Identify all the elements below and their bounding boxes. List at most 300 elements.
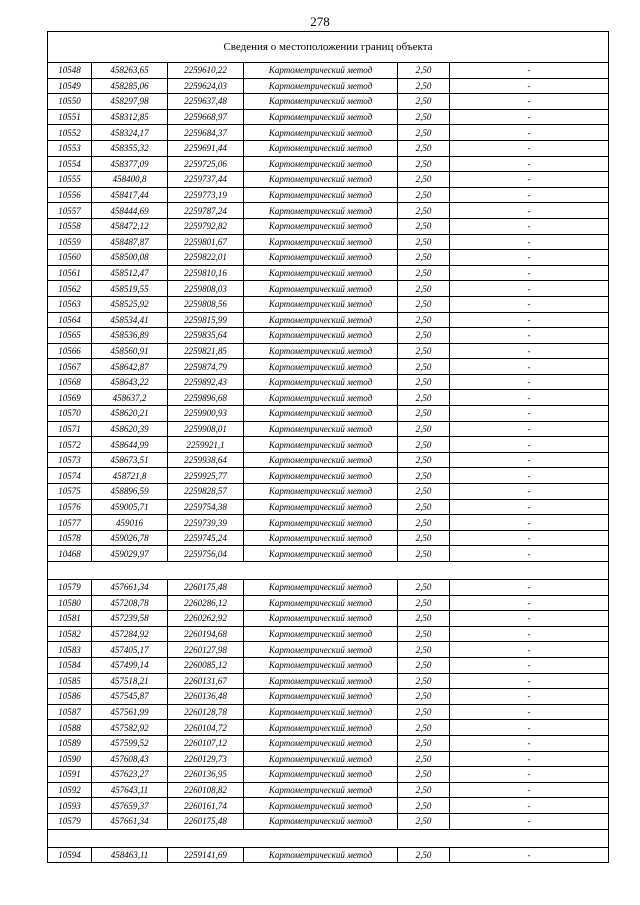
table-row: [48, 626, 609, 642]
accuracy-cell: 2,50: [398, 203, 450, 219]
method-cell: Картометрический метод: [244, 437, 398, 453]
point-number-cell: 10573: [48, 452, 92, 468]
description-cell: -: [450, 312, 609, 328]
point-number-cell: 10577: [48, 515, 92, 531]
point-number-cell: 10587: [48, 704, 92, 720]
point-number-cell: 10560: [48, 250, 92, 266]
accuracy-cell: 2,50: [398, 580, 450, 596]
method-cell: Картометрический метод: [244, 359, 398, 375]
point-number-cell: 10554: [48, 156, 92, 172]
x-coordinate-cell: 459026,78: [92, 530, 168, 546]
y-coordinate-cell: 2259808,03: [168, 281, 244, 297]
table-row: [48, 203, 609, 219]
y-coordinate-cell: 2259808,56: [168, 296, 244, 312]
method-cell: Картометрический метод: [244, 813, 398, 829]
point-number-cell: 10559: [48, 234, 92, 250]
table-row: [48, 374, 609, 390]
x-coordinate-cell: 457208,78: [92, 595, 168, 611]
description-cell: -: [450, 172, 609, 188]
table-row: [48, 720, 609, 736]
description-cell: -: [450, 187, 609, 203]
accuracy-cell: 2,50: [398, 234, 450, 250]
point-number-cell: 10568: [48, 374, 92, 390]
method-cell: Картометрический метод: [244, 94, 398, 110]
y-coordinate-cell: 2259810,16: [168, 265, 244, 281]
table-row: [48, 798, 609, 814]
accuracy-cell: 2,50: [398, 328, 450, 344]
method-cell: Картометрический метод: [244, 580, 398, 596]
table-row: [48, 218, 609, 234]
point-number-cell: 10567: [48, 359, 92, 375]
point-number-cell: 10562: [48, 281, 92, 297]
point-number-cell: 10590: [48, 751, 92, 767]
y-coordinate-cell: 2259773,19: [168, 187, 244, 203]
description-cell: -: [450, 580, 609, 596]
description-cell: -: [450, 813, 609, 829]
table-row: [48, 847, 609, 863]
x-coordinate-cell: 458285,06: [92, 78, 168, 94]
table-row: [48, 172, 609, 188]
y-coordinate-cell: 2260161,74: [168, 798, 244, 814]
table-row: [48, 328, 609, 344]
point-number-cell: 10578: [48, 530, 92, 546]
method-cell: Картометрический метод: [244, 720, 398, 736]
description-cell: -: [450, 626, 609, 642]
description-cell: -: [450, 203, 609, 219]
point-number-cell: 10563: [48, 296, 92, 312]
description-cell: -: [450, 78, 609, 94]
table-row: [48, 312, 609, 328]
point-number-cell: 10583: [48, 642, 92, 658]
table-row: [48, 735, 609, 751]
method-cell: Картометрический метод: [244, 63, 398, 79]
table-row: [48, 484, 609, 500]
accuracy-cell: 2,50: [398, 798, 450, 814]
point-number-cell: 10561: [48, 265, 92, 281]
accuracy-cell: 2,50: [398, 546, 450, 562]
accuracy-cell: 2,50: [398, 281, 450, 297]
y-coordinate-cell: 2260127,98: [168, 642, 244, 658]
description-cell: -: [450, 468, 609, 484]
point-number-cell: 10579: [48, 580, 92, 596]
method-cell: Картометрический метод: [244, 767, 398, 783]
method-cell: Картометрический метод: [244, 328, 398, 344]
method-cell: Картометрический метод: [244, 642, 398, 658]
x-coordinate-cell: 458463,11: [92, 847, 168, 863]
method-cell: Картометрический метод: [244, 156, 398, 172]
point-number-cell: 10570: [48, 406, 92, 422]
accuracy-cell: 2,50: [398, 187, 450, 203]
method-cell: Картометрический метод: [244, 452, 398, 468]
x-coordinate-cell: 457518,21: [92, 673, 168, 689]
table-row: [48, 187, 609, 203]
x-coordinate-cell: 457405,17: [92, 642, 168, 658]
table-row: [48, 751, 609, 767]
y-coordinate-cell: 2260129,73: [168, 751, 244, 767]
x-coordinate-cell: 457608,43: [92, 751, 168, 767]
method-cell: Картометрический метод: [244, 78, 398, 94]
point-number-cell: 10594: [48, 847, 92, 863]
table-row: [48, 452, 609, 468]
x-coordinate-cell: 458263,65: [92, 63, 168, 79]
y-coordinate-cell: 2259610,22: [168, 63, 244, 79]
accuracy-cell: 2,50: [398, 847, 450, 863]
group-separator-row: [48, 829, 609, 847]
description-cell: -: [450, 484, 609, 500]
accuracy-cell: 2,50: [398, 343, 450, 359]
x-coordinate-cell: 457499,14: [92, 657, 168, 673]
table-title-row: [48, 32, 609, 63]
accuracy-cell: 2,50: [398, 751, 450, 767]
page-number: 278: [310, 14, 330, 29]
accuracy-cell: 2,50: [398, 468, 450, 484]
x-coordinate-cell: 459029,97: [92, 546, 168, 562]
method-cell: Картометрический метод: [244, 312, 398, 328]
point-number-cell: 10591: [48, 767, 92, 783]
x-coordinate-cell: 457661,34: [92, 813, 168, 829]
description-cell: -: [450, 125, 609, 141]
method-cell: Картометрический метод: [244, 343, 398, 359]
table-row: [48, 125, 609, 141]
point-number-cell: 10571: [48, 421, 92, 437]
method-cell: Картометрический метод: [244, 218, 398, 234]
x-coordinate-cell: 457284,92: [92, 626, 168, 642]
y-coordinate-cell: 2259787,24: [168, 203, 244, 219]
point-number-cell: 10553: [48, 140, 92, 156]
accuracy-cell: 2,50: [398, 125, 450, 141]
y-coordinate-cell: 2259908,01: [168, 421, 244, 437]
y-coordinate-cell: 2259835,64: [168, 328, 244, 344]
accuracy-cell: 2,50: [398, 296, 450, 312]
point-number-cell: 10586: [48, 689, 92, 705]
y-coordinate-cell: 2260104,72: [168, 720, 244, 736]
point-number-cell: 10565: [48, 328, 92, 344]
point-number-cell: 10566: [48, 343, 92, 359]
x-coordinate-cell: 458324,17: [92, 125, 168, 141]
y-coordinate-cell: 2259892,43: [168, 374, 244, 390]
point-number-cell: 10581: [48, 611, 92, 627]
y-coordinate-cell: 2260175,48: [168, 813, 244, 829]
accuracy-cell: 2,50: [398, 515, 450, 531]
table-row: [48, 782, 609, 798]
y-coordinate-cell: 2259921,1: [168, 437, 244, 453]
y-coordinate-cell: 2260108,82: [168, 782, 244, 798]
table-row: [48, 580, 609, 596]
x-coordinate-cell: 458620,21: [92, 406, 168, 422]
y-coordinate-cell: 2260136,48: [168, 689, 244, 705]
x-coordinate-cell: 457661,34: [92, 580, 168, 596]
y-coordinate-cell: 2259822,01: [168, 250, 244, 266]
table-row: [48, 689, 609, 705]
x-coordinate-cell: 458312,85: [92, 109, 168, 125]
method-cell: Картометрический метод: [244, 296, 398, 312]
method-cell: Картометрический метод: [244, 390, 398, 406]
x-coordinate-cell: 457643,11: [92, 782, 168, 798]
description-cell: -: [450, 499, 609, 515]
method-cell: Картометрический метод: [244, 203, 398, 219]
method-cell: Картометрический метод: [244, 281, 398, 297]
y-coordinate-cell: 2259754,38: [168, 499, 244, 515]
y-coordinate-cell: 2259756,04: [168, 546, 244, 562]
method-cell: Картометрический метод: [244, 109, 398, 125]
table-row: [48, 234, 609, 250]
accuracy-cell: 2,50: [398, 813, 450, 829]
y-coordinate-cell: 2259739,39: [168, 515, 244, 531]
y-coordinate-cell: 2260136,95: [168, 767, 244, 783]
description-cell: -: [450, 296, 609, 312]
accuracy-cell: 2,50: [398, 530, 450, 546]
point-number-cell: 10550: [48, 94, 92, 110]
accuracy-cell: 2,50: [398, 78, 450, 94]
table-row: [48, 595, 609, 611]
y-coordinate-cell: 2259874,79: [168, 359, 244, 375]
method-cell: Картометрический метод: [244, 140, 398, 156]
point-number-cell: 10556: [48, 187, 92, 203]
point-number-cell: 10572: [48, 437, 92, 453]
description-cell: -: [450, 421, 609, 437]
group-separator: [48, 562, 609, 580]
method-cell: Картометрический метод: [244, 546, 398, 562]
table-row: [48, 343, 609, 359]
group-separator: [48, 829, 609, 847]
y-coordinate-cell: 2259900,93: [168, 406, 244, 422]
table-row: [48, 657, 609, 673]
table-row: [48, 281, 609, 297]
x-coordinate-cell: 459005,71: [92, 499, 168, 515]
table-row: [48, 156, 609, 172]
description-cell: -: [450, 94, 609, 110]
method-cell: Картометрический метод: [244, 172, 398, 188]
accuracy-cell: 2,50: [398, 265, 450, 281]
table-row: [48, 359, 609, 375]
accuracy-cell: 2,50: [398, 642, 450, 658]
accuracy-cell: 2,50: [398, 421, 450, 437]
table-row: [48, 642, 609, 658]
description-cell: -: [450, 406, 609, 422]
description-cell: -: [450, 63, 609, 79]
point-number-cell: 10576: [48, 499, 92, 515]
point-number-cell: 10588: [48, 720, 92, 736]
y-coordinate-cell: 2260085,12: [168, 657, 244, 673]
method-cell: Картометрический метод: [244, 374, 398, 390]
description-cell: -: [450, 390, 609, 406]
method-cell: Картометрический метод: [244, 751, 398, 767]
accuracy-cell: 2,50: [398, 782, 450, 798]
method-cell: Картометрический метод: [244, 234, 398, 250]
table-row: [48, 390, 609, 406]
description-cell: -: [450, 343, 609, 359]
accuracy-cell: 2,50: [398, 452, 450, 468]
method-cell: Картометрический метод: [244, 626, 398, 642]
point-number-cell: 10468: [48, 546, 92, 562]
table-row: [48, 406, 609, 422]
description-cell: -: [450, 156, 609, 172]
x-coordinate-cell: 457659,37: [92, 798, 168, 814]
method-cell: Картометрический метод: [244, 689, 398, 705]
x-coordinate-cell: 458560,91: [92, 343, 168, 359]
x-coordinate-cell: 458444,69: [92, 203, 168, 219]
x-coordinate-cell: 458519,55: [92, 281, 168, 297]
accuracy-cell: 2,50: [398, 359, 450, 375]
description-cell: -: [450, 250, 609, 266]
point-number-cell: 10593: [48, 798, 92, 814]
y-coordinate-cell: 2260262,92: [168, 611, 244, 627]
accuracy-cell: 2,50: [398, 94, 450, 110]
table-row: [48, 468, 609, 484]
table-row: [48, 611, 609, 627]
accuracy-cell: 2,50: [398, 626, 450, 642]
point-number-cell: 10564: [48, 312, 92, 328]
description-cell: -: [450, 673, 609, 689]
description-cell: -: [450, 374, 609, 390]
accuracy-cell: 2,50: [398, 689, 450, 705]
y-coordinate-cell: 2259684,37: [168, 125, 244, 141]
table-row: [48, 546, 609, 562]
y-coordinate-cell: 2259737,44: [168, 172, 244, 188]
x-coordinate-cell: 458536,89: [92, 328, 168, 344]
y-coordinate-cell: 2260128,78: [168, 704, 244, 720]
method-cell: Картометрический метод: [244, 468, 398, 484]
accuracy-cell: 2,50: [398, 140, 450, 156]
accuracy-cell: 2,50: [398, 767, 450, 783]
x-coordinate-cell: 458896,59: [92, 484, 168, 500]
description-cell: -: [450, 798, 609, 814]
point-number-cell: 10592: [48, 782, 92, 798]
accuracy-cell: 2,50: [398, 156, 450, 172]
accuracy-cell: 2,50: [398, 406, 450, 422]
x-coordinate-cell: 458417,44: [92, 187, 168, 203]
point-number-cell: 10557: [48, 203, 92, 219]
table-row: [48, 63, 609, 79]
y-coordinate-cell: 2260107,12: [168, 735, 244, 751]
method-cell: Картометрический метод: [244, 530, 398, 546]
description-cell: -: [450, 642, 609, 658]
x-coordinate-cell: 458643,22: [92, 374, 168, 390]
point-number-cell: 10589: [48, 735, 92, 751]
x-coordinate-cell: 458525,92: [92, 296, 168, 312]
method-cell: Картометрический метод: [244, 499, 398, 515]
description-cell: -: [450, 265, 609, 281]
method-cell: Картометрический метод: [244, 125, 398, 141]
accuracy-cell: 2,50: [398, 218, 450, 234]
description-cell: -: [450, 328, 609, 344]
y-coordinate-cell: 2260131,67: [168, 673, 244, 689]
x-coordinate-cell: 458500,08: [92, 250, 168, 266]
description-cell: -: [450, 359, 609, 375]
description-cell: -: [450, 530, 609, 546]
method-cell: Картометрический метод: [244, 484, 398, 500]
x-coordinate-cell: 458512,47: [92, 265, 168, 281]
y-coordinate-cell: 2259668,97: [168, 109, 244, 125]
x-coordinate-cell: 457582,92: [92, 720, 168, 736]
x-coordinate-cell: 458637,2: [92, 390, 168, 406]
accuracy-cell: 2,50: [398, 499, 450, 515]
description-cell: -: [450, 109, 609, 125]
description-cell: -: [450, 720, 609, 736]
description-cell: -: [450, 515, 609, 531]
table-row: [48, 673, 609, 689]
point-number-cell: 10558: [48, 218, 92, 234]
boundary-coordinates-table: [47, 31, 609, 863]
description-cell: -: [450, 704, 609, 720]
table-row: [48, 296, 609, 312]
point-number-cell: 10579: [48, 813, 92, 829]
accuracy-cell: 2,50: [398, 484, 450, 500]
x-coordinate-cell: 457561,99: [92, 704, 168, 720]
accuracy-cell: 2,50: [398, 437, 450, 453]
y-coordinate-cell: 2259691,44: [168, 140, 244, 156]
description-cell: -: [450, 452, 609, 468]
method-cell: Картометрический метод: [244, 704, 398, 720]
method-cell: Картометрический метод: [244, 421, 398, 437]
description-cell: -: [450, 281, 609, 297]
x-coordinate-cell: 458355,32: [92, 140, 168, 156]
y-coordinate-cell: 2259624,03: [168, 78, 244, 94]
y-coordinate-cell: 2259821,85: [168, 343, 244, 359]
y-coordinate-cell: 2259801,67: [168, 234, 244, 250]
table-row: [48, 499, 609, 515]
x-coordinate-cell: 457545,87: [92, 689, 168, 705]
accuracy-cell: 2,50: [398, 63, 450, 79]
x-coordinate-cell: 457239,58: [92, 611, 168, 627]
method-cell: Картометрический метод: [244, 250, 398, 266]
method-cell: Картометрический метод: [244, 782, 398, 798]
point-number-cell: 10569: [48, 390, 92, 406]
method-cell: Картометрический метод: [244, 611, 398, 627]
x-coordinate-cell: 458377,09: [92, 156, 168, 172]
description-cell: -: [450, 546, 609, 562]
method-cell: Картометрический метод: [244, 515, 398, 531]
accuracy-cell: 2,50: [398, 720, 450, 736]
y-coordinate-cell: 2259745,24: [168, 530, 244, 546]
accuracy-cell: 2,50: [398, 657, 450, 673]
point-number-cell: 10575: [48, 484, 92, 500]
x-coordinate-cell: 457599,52: [92, 735, 168, 751]
description-cell: -: [450, 751, 609, 767]
accuracy-cell: 2,50: [398, 374, 450, 390]
x-coordinate-cell: 458620,39: [92, 421, 168, 437]
description-cell: -: [450, 735, 609, 751]
method-cell: Картометрический метод: [244, 735, 398, 751]
point-number-cell: 10555: [48, 172, 92, 188]
description-cell: -: [450, 437, 609, 453]
x-coordinate-cell: 458534,41: [92, 312, 168, 328]
description-cell: -: [450, 140, 609, 156]
method-cell: Картометрический метод: [244, 265, 398, 281]
method-cell: Картометрический метод: [244, 798, 398, 814]
method-cell: Картометрический метод: [244, 847, 398, 863]
description-cell: -: [450, 767, 609, 783]
description-cell: -: [450, 657, 609, 673]
description-cell: -: [450, 782, 609, 798]
accuracy-cell: 2,50: [398, 704, 450, 720]
y-coordinate-cell: 2259792,82: [168, 218, 244, 234]
table-row: [48, 109, 609, 125]
description-cell: -: [450, 847, 609, 863]
y-coordinate-cell: 2259896,68: [168, 390, 244, 406]
table-row: [48, 530, 609, 546]
accuracy-cell: 2,50: [398, 611, 450, 627]
table-row: [48, 437, 609, 453]
group-separator-row: [48, 562, 609, 580]
description-cell: -: [450, 611, 609, 627]
description-cell: -: [450, 689, 609, 705]
table-row: [48, 421, 609, 437]
accuracy-cell: 2,50: [398, 735, 450, 751]
table-row: [48, 704, 609, 720]
point-number-cell: 10552: [48, 125, 92, 141]
table-row: [48, 515, 609, 531]
